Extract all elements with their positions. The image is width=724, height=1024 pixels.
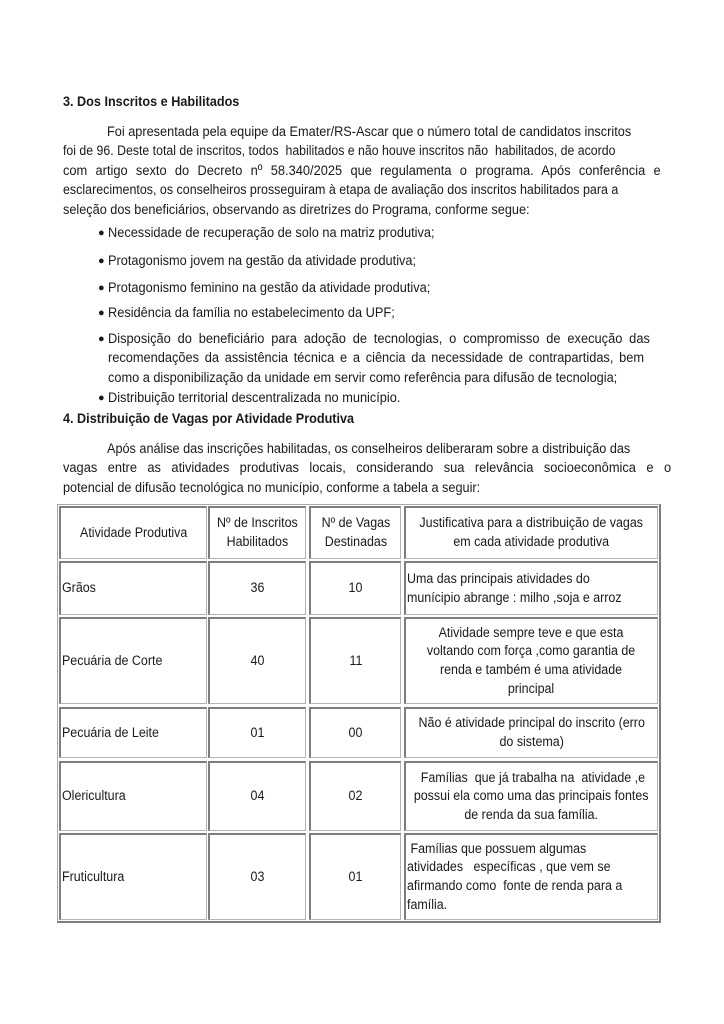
criteria-text: Necessidade de recuperação de solo na matriz produtiva;: [108, 225, 435, 241]
section-4-paragraph: [63, 440, 672, 498]
table-cell-inscritos: 04: [208, 761, 306, 831]
paragraph-line: Após análise das inscrições habilitadas, os conselheiros deliberaram sobre a distribuição das: [107, 441, 631, 457]
criteria-text: Protagonismo feminino na gestão da atividade produtiva;: [108, 280, 431, 296]
table-cell-vagas: 01: [309, 833, 401, 920]
table-header-vagas: Nº de Vagas Destinadas: [309, 506, 401, 559]
table-cell-justificativa: Uma das principais atividades do munícipio abrange : milho ,soja e arroz: [404, 561, 658, 615]
table-header-atividade: Atividade Produtiva: [59, 506, 207, 559]
table-cell-vagas: 11: [309, 617, 401, 704]
section-4-heading: 4. Distribuição de Vagas por Atividade Produtiva: [63, 411, 355, 426]
table-cell-atividade: Grãos: [59, 561, 207, 615]
bullet-icon: ●: [98, 333, 105, 345]
criteria-text: Distribuição territorial descentralizada no município.: [108, 390, 401, 406]
section-3-heading: 3. Dos Inscritos e Habilitados: [63, 94, 240, 109]
table-cell-vagas: 10: [309, 561, 401, 615]
criteria-text: Residência da família no estabelecimento da UPF;: [108, 305, 395, 321]
section-3-paragraph: [63, 123, 661, 220]
criteria-text: Disposição do beneficiário para adoção de tecnologias, o compromisso de execução das recomendações da assistência técnica e a ciência da necessidade de contrapartidas, bem como a disponibilização da unidade em servir como referência para difusão de tecnologia;: [108, 331, 650, 386]
paragraph-line: foi de 96. Deste total de inscritos, todos habilitados e não houve inscritos não habilitados, de acordo: [63, 143, 616, 160]
table-cell-inscritos: 03: [208, 833, 306, 920]
paragraph-line: com artigo sexto do Decreto nº 58.340/2025 que regulamenta o programa. Após conferência e: [63, 162, 661, 179]
table-cell-inscritos: 36: [208, 561, 306, 615]
paragraph-line: vagas entre as atividades produtivas locais, considerando sua relevância socioeconômica e o: [63, 460, 672, 477]
table-header-inscritos: Nº de Inscritos Habilitados: [208, 506, 306, 559]
table-cell-vagas: 02: [309, 761, 401, 831]
table-cell-justificativa: Não é atividade principal do inscrito (erro do sistema): [404, 707, 658, 758]
table-cell-justificativa: Atividade sempre teve e que esta voltando com força ,como garantia de renda e também é uma atividade principal: [404, 617, 658, 704]
table-cell-atividade: Pecuária de Corte: [59, 617, 207, 704]
vagas-distribution-table: [57, 504, 661, 923]
paragraph-line: seleção dos beneficiários, observando as diretrizes do Programa, conforme segue:: [63, 201, 530, 218]
table-cell-vagas: 00: [309, 707, 401, 758]
bullet-icon: ●: [98, 392, 105, 404]
paragraph-line: potencial de difusão tecnológica no município, conforme a tabela a seguir:: [63, 479, 481, 496]
table-cell-atividade: Olericultura: [59, 761, 207, 831]
table-cell-justificativa: Famílias que possuem algumas atividades específicas , que vem se afirmando como fonte de renda para a família.: [404, 833, 658, 920]
table-cell-inscritos: 40: [208, 617, 306, 704]
table-header-justificativa: Justificativa para a distribuição de vagas em cada atividade produtiva: [404, 506, 658, 559]
bullet-icon: ●: [98, 307, 105, 319]
paragraph-line: Foi apresentada pela equipe da Emater/RS-Ascar que o número total de candidatos inscritos: [107, 124, 632, 140]
bullet-icon: ●: [98, 227, 105, 239]
bullet-icon: ●: [98, 282, 105, 294]
table-cell-atividade: Pecuária de Leite: [59, 707, 207, 758]
table-cell-inscritos: 01: [208, 707, 306, 758]
paragraph-line: esclarecimentos, os conselheiros prosseguiram à etapa de avaliação dos inscritos habilitados para a: [63, 182, 619, 199]
criteria-text: Protagonismo jovem na gestão da atividade produtiva;: [108, 253, 417, 269]
bullet-icon: ●: [98, 255, 105, 267]
table-cell-atividade: Fruticultura: [59, 833, 207, 920]
table-cell-justificativa: Famílias que já trabalha na atividade ,e possui ela como uma das principais fontes de renda da sua família.: [404, 761, 658, 831]
